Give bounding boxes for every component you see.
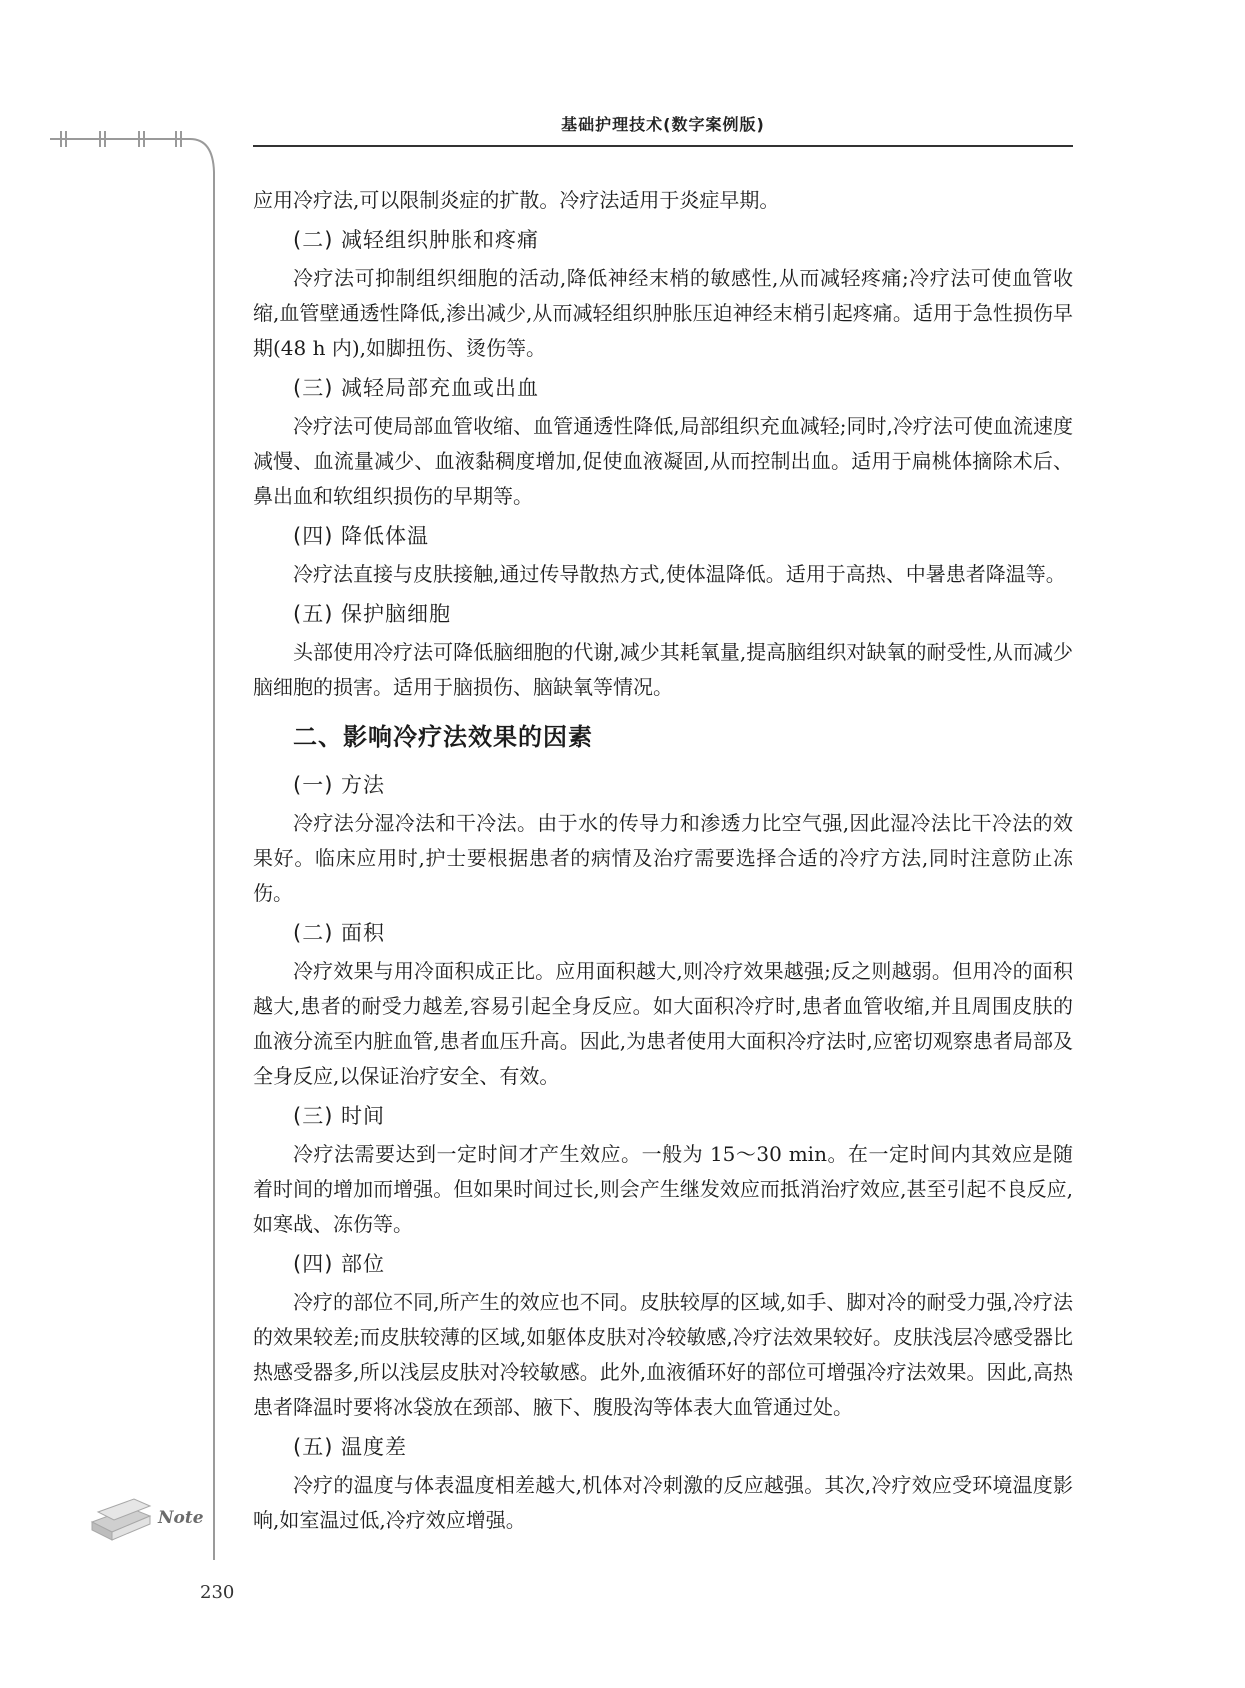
header-title: 基础护理技术(数字案例版)	[561, 115, 765, 134]
subsection-heading: (四) 降低体温	[293, 524, 430, 548]
paragraph: 冷疗法可抑制组织细胞的活动,降低神经末梢的敏感性,从而减轻疼痛;冷疗法可使血管收缩,血管壁通透性降低,渗出减少,从而减轻组织肿胀压迫神经末梢引起疼痛。适用于急性损伤早期(48 h 内),如脚扭伤、烫伤等。	[253, 266, 1073, 360]
subsection-heading: (三) 时间	[293, 1104, 386, 1128]
page-number: 230	[200, 1582, 235, 1603]
section-heading: 二、影响冷疗法效果的因素	[293, 723, 593, 751]
subsection-heading: (一) 方法	[293, 773, 386, 797]
subsection-heading: (五) 温度差	[293, 1435, 408, 1459]
paragraph: 冷疗法分湿冷法和干冷法。由于水的传导力和渗透力比空气强,因此湿冷法比干冷法的效果好。临床应用时,护士要根据患者的病情及治疗需要选择合适的冷疗方法,同时注意防止冻伤。	[253, 811, 1073, 905]
paragraph: 冷疗法直接与皮肤接触,通过传导散热方式,使体温降低。适用于高热、中暑患者降温等。	[293, 562, 1066, 586]
page-body	[253, 183, 1073, 1538]
subsection-heading: (四) 部位	[293, 1252, 386, 1276]
paragraph: 应用冷疗法,可以限制炎症的扩散。冷疗法适用于炎症早期。	[253, 188, 780, 212]
subsection-heading: (二) 面积	[293, 921, 386, 945]
paragraph: 头部使用冷疗法可降低脑细胞的代谢,减少其耗氧量,提高脑组织对缺氧的耐受性,从而减少脑细胞的损害。适用于脑损伤、脑缺氧等情况。	[253, 640, 1073, 699]
paragraph: 冷疗的温度与体表温度相差越大,机体对冷刺激的反应越强。其次,冷疗效应受环境温度影响,如室温过低,冷疗效应增强。	[253, 1473, 1073, 1532]
paragraph: 冷疗的部位不同,所产生的效应也不同。皮肤较厚的区域,如手、脚对冷的耐受力强,冷疗法的效果较差;而皮肤较薄的区域,如躯体皮肤对冷较敏感,冷疗法效果较好。皮肤浅层冷感受器比热感受器多,所以浅层皮肤对冷较敏感。此外,血液循环好的部位可增强冷疗法效果。因此,高热患者降温时要将冰袋放在颈部、腋下、腹股沟等体表大血管通过处。	[253, 1290, 1073, 1419]
book-icon	[92, 1499, 150, 1540]
paragraph: 冷疗效果与用冷面积成正比。应用面积越大,则冷疗效果越强;反之则越弱。但用冷的面积越大,患者的耐受力越差,容易引起全身反应。如大面积冷疗时,患者血管收缩,并且周围皮肤的血液分流至内脏血管,患者血压升高。因此,为患者使用大面积冷疗法时,应密切观察患者局部及全身反应,以保证治疗安全、有效。	[253, 959, 1073, 1088]
header-rule	[253, 145, 1073, 147]
subsection-heading: (二) 减轻组织肿胀和疼痛	[293, 228, 540, 252]
subsection-heading: (三) 减轻局部充血或出血	[293, 376, 540, 400]
margin-decoration	[0, 0, 240, 1688]
paragraph: 冷疗法需要达到一定时间才产生效应。一般为 15～30 min。在一定时间内其效应是随着时间的增加而增强。但如果时间过长,则会产生继发效应而抵消治疗效应,甚至引起不良反应,如寒战、冻伤等。	[253, 1142, 1073, 1236]
note-label: Note	[158, 1508, 204, 1528]
subsection-heading: (五) 保护脑细胞	[293, 602, 452, 626]
paragraph: 冷疗法可使局部血管收缩、血管通透性降低,局部组织充血减轻;同时,冷疗法可使血流速度减慢、血流量减少、血液黏稠度增加,促使血液凝固,从而控制出血。适用于扁桃体摘除术后、鼻出血和软组织损伤的早期等。	[253, 414, 1073, 508]
